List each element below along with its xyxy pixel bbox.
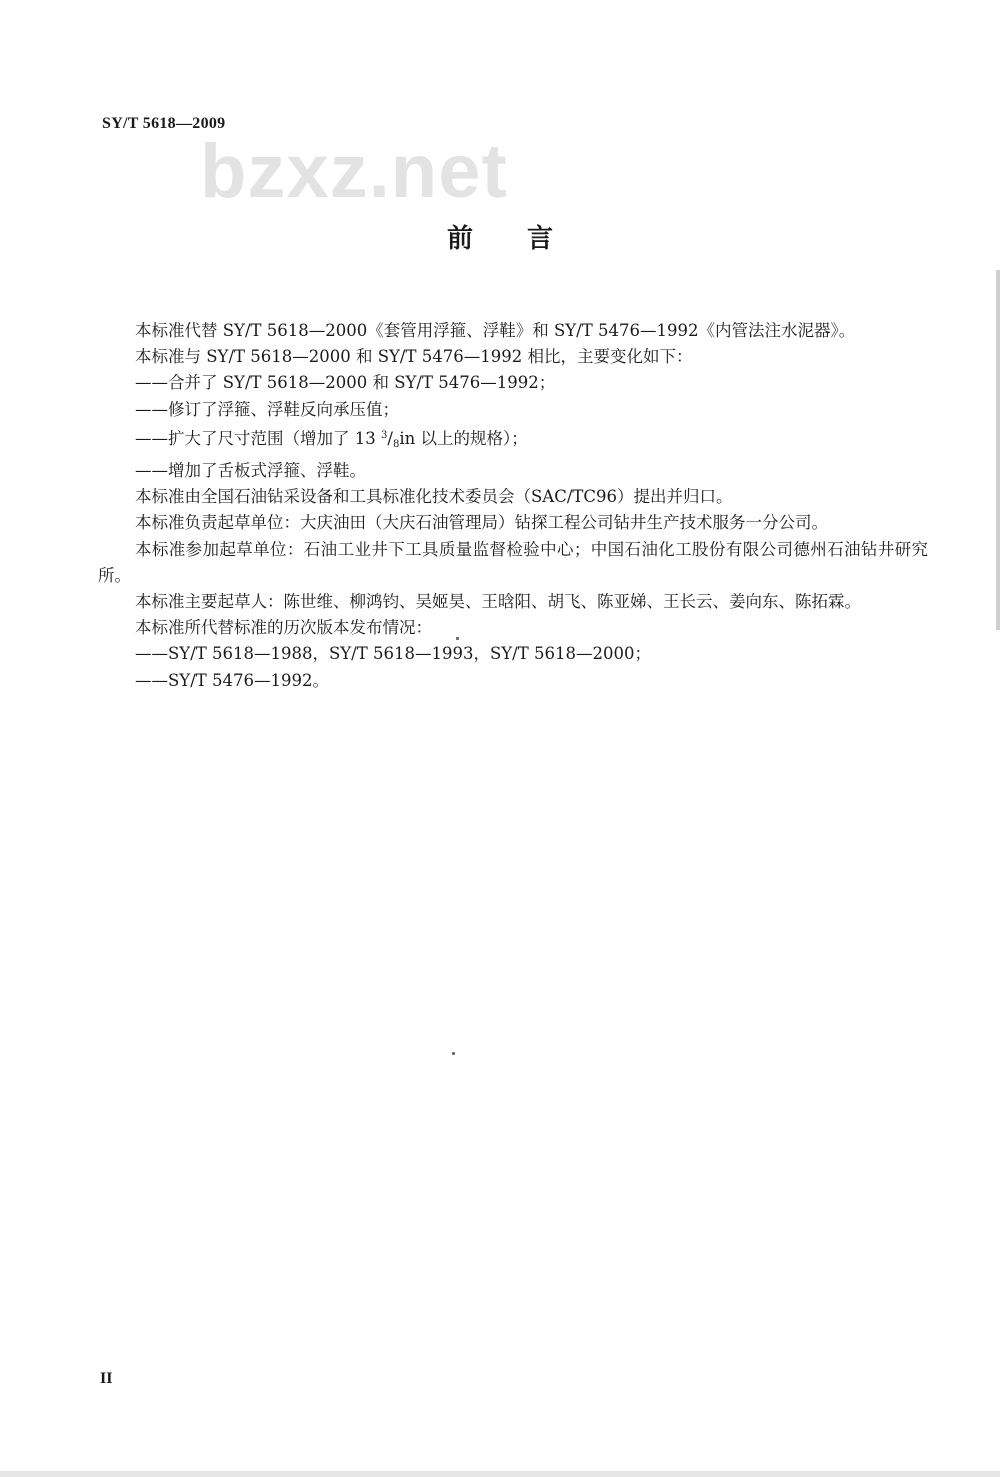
paragraph-participating-drafters: 本标准参加起草单位：石油工业井下工具质量监督检验中心；中国石油化工股份有限公司德州石油钻井研究所。 xyxy=(98,539,928,585)
scan-edge-right xyxy=(996,270,1000,630)
history-item-1: ——SY/T 5618—1988，SY/T 5618—1993，SY/T 5618—2000； xyxy=(135,644,651,664)
foreword-body xyxy=(98,318,928,694)
paragraph-changes-intro: 本标准与 SY/T 5618—2000 和 SY/T 5476—1992 相比，主要变化如下： xyxy=(135,347,693,367)
paragraph-replacement: 本标准代替 SY/T 5618—2000《套管用浮箍、浮鞋》和 SY/T 5476—1992《内管法注水泥器》。 xyxy=(135,321,856,340)
paragraph-main-drafters: 本标准主要起草人：陈世维、柳鸿钧、吴姬昊、王晗阳、胡飞、陈亚娣、王长云、姜向东、陈拓霖。 xyxy=(135,592,861,612)
paragraph-proposed-by: 本标准由全国石油钻采设备和工具标准化技术委员会（SAC/TC96）提出并归口。 xyxy=(135,487,733,507)
change-item-1: ——合并了 SY/T 5618—2000 和 SY/T 5476—1992； xyxy=(135,373,556,393)
change-item-3: ——扩大了尺寸范围（增加了 13 $^3/_8in$ 以上的规格）； xyxy=(135,428,528,450)
page-title xyxy=(0,218,1000,255)
change-item-4: ——增加了舌板式浮箍、浮鞋。 xyxy=(135,461,366,481)
scan-speck xyxy=(456,637,459,640)
watermark: bzxz.net xyxy=(200,129,508,214)
title-char-1: 前 xyxy=(446,224,473,254)
scan-edge-bottom xyxy=(0,1471,1000,1477)
history-item-2: ——SY/T 5476—1992。 xyxy=(135,670,329,690)
scan-speck xyxy=(452,1052,455,1055)
change-item-2: ——修订了浮箍、浮鞋反向承压值； xyxy=(135,399,399,419)
page-number: II xyxy=(100,1370,113,1387)
standard-code-header: SY/T 5618—2009 xyxy=(102,115,226,132)
paragraph-responsible-drafter: 本标准负责起草单位：大庆油田（大庆石油管理局）钻探工程公司钻井生产技术服务一分公司。 xyxy=(135,513,828,533)
paragraph-version-history: 本标准所代替标准的历次版本发布情况： xyxy=(135,618,432,638)
title-char-2: 言 xyxy=(527,224,554,254)
